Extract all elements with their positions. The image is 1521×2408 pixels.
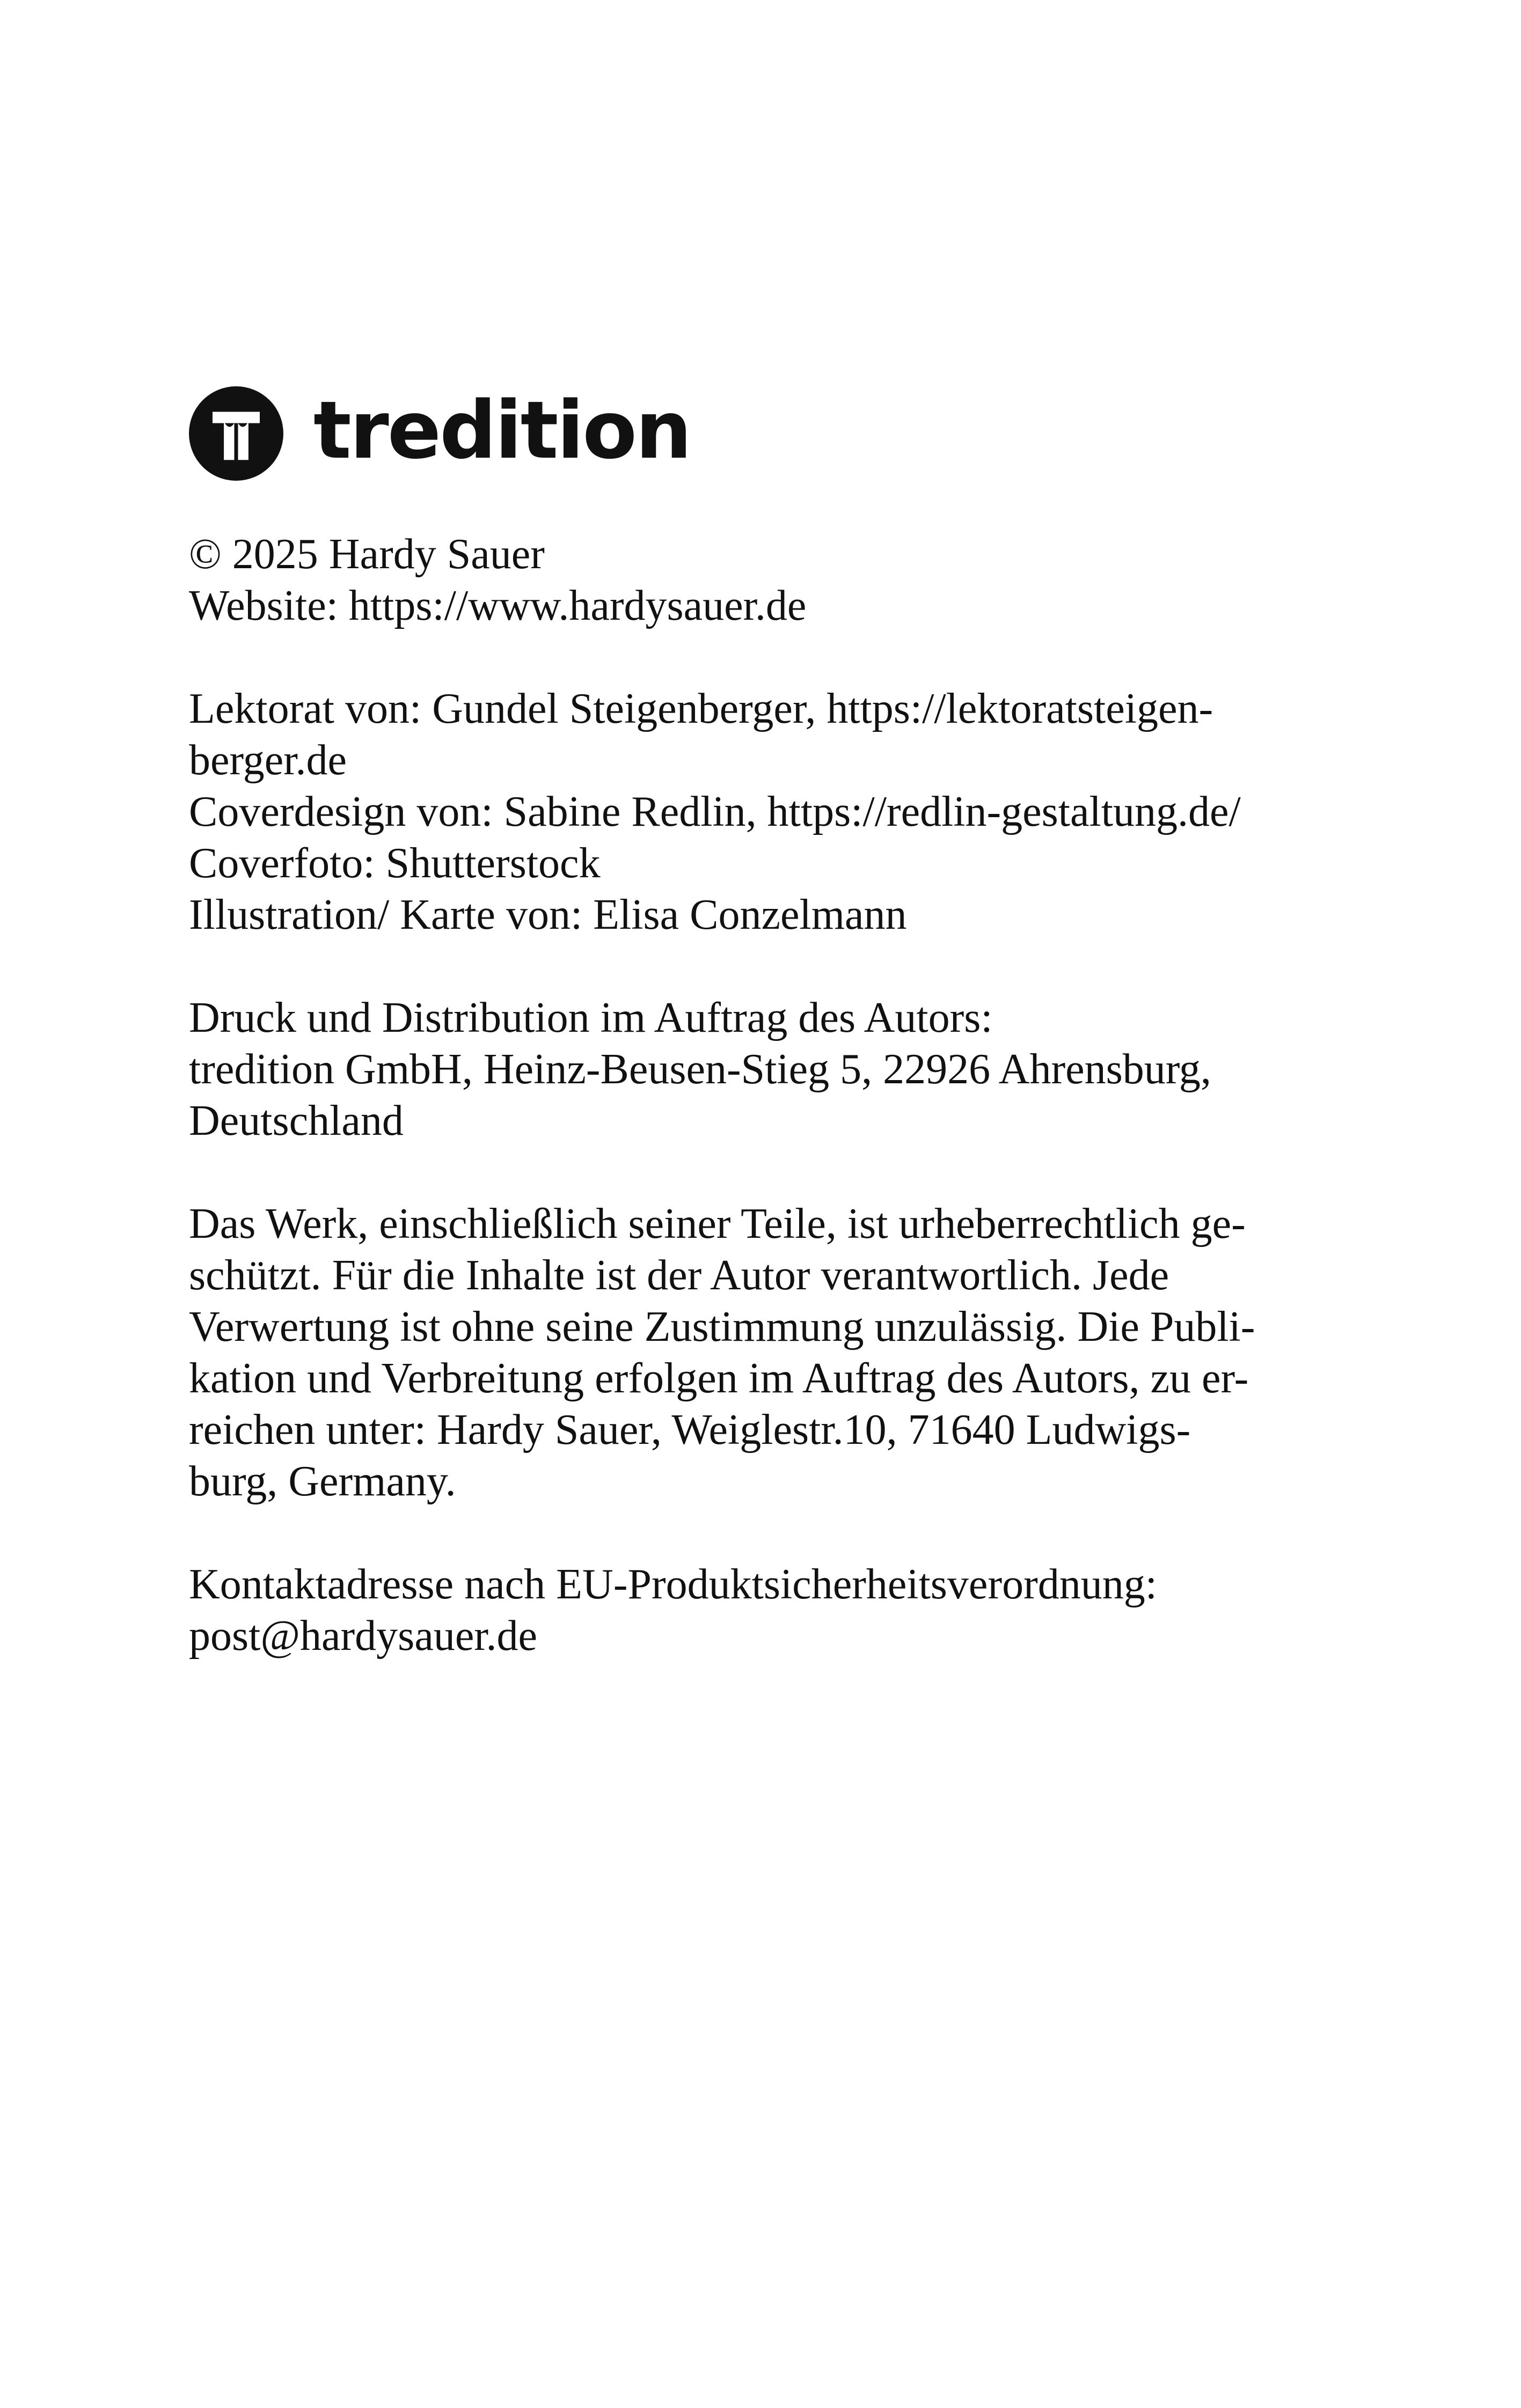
contact-line: Kontaktadresse nach EU-Produktsicherheitsverordnung: — [189, 1561, 1157, 1608]
rights-line: Verwertung ist ohne seine Zustimmung unzulässig. Die Publi- — [189, 1303, 1255, 1350]
cover-design-credit-line: Coverdesign von: Sabine Redlin, https://redlin-gestaltung.de/ — [189, 788, 1241, 835]
rights-block — [189, 1198, 1343, 1507]
imprint-text — [189, 528, 1343, 1713]
rights-line: reichen unter: Hardy Sauer, Weiglestr.10, 71640 Ludwigs- — [189, 1406, 1191, 1453]
distribution-line: Druck und Distribution im Auftrag des Autors: — [189, 994, 993, 1041]
distribution-block — [189, 992, 1343, 1147]
rights-line: Das Werk, einschließlich seiner Teile, ist urheberrechtlich ge- — [189, 1200, 1246, 1247]
copyright-line: © 2025 Hardy Sauer — [189, 531, 545, 578]
publisher-logo — [189, 385, 690, 482]
editing-credit-line-continued: berger.de — [189, 737, 347, 784]
illustration-credit-line: Illustration/ Karte von: Elisa Conzelmann — [189, 891, 907, 938]
rights-line: schützt. Für die Inhalte ist der Autor verantwortlich. Jede — [189, 1252, 1169, 1299]
rights-line: kation und Verbreitung erfolgen im Auftrag des Autors, zu er- — [189, 1355, 1249, 1402]
logo-wordmark: tredition — [313, 384, 691, 476]
credits-block — [189, 683, 1343, 941]
website-line: Website: https://www.hardysauer.de — [189, 582, 807, 629]
contact-block — [189, 1559, 1343, 1662]
cover-photo-credit-line: Coverfoto: Shutterstock — [189, 840, 601, 887]
distribution-address-line: tredition GmbH, Heinz-Beusen-Stieg 5, 22926 Ahrensburg, — [189, 1046, 1211, 1093]
contact-email-line: post@hardysauer.de — [189, 1612, 538, 1660]
rights-line: burg, Germany. — [189, 1458, 456, 1505]
tredition-logo-icon — [189, 386, 283, 481]
copyright-block — [189, 528, 1343, 632]
distribution-country-line: Deutschland — [189, 1097, 404, 1144]
editing-credit-line: Lektorat von: Gundel Steigenberger, https://lektoratsteigen- — [189, 685, 1213, 732]
